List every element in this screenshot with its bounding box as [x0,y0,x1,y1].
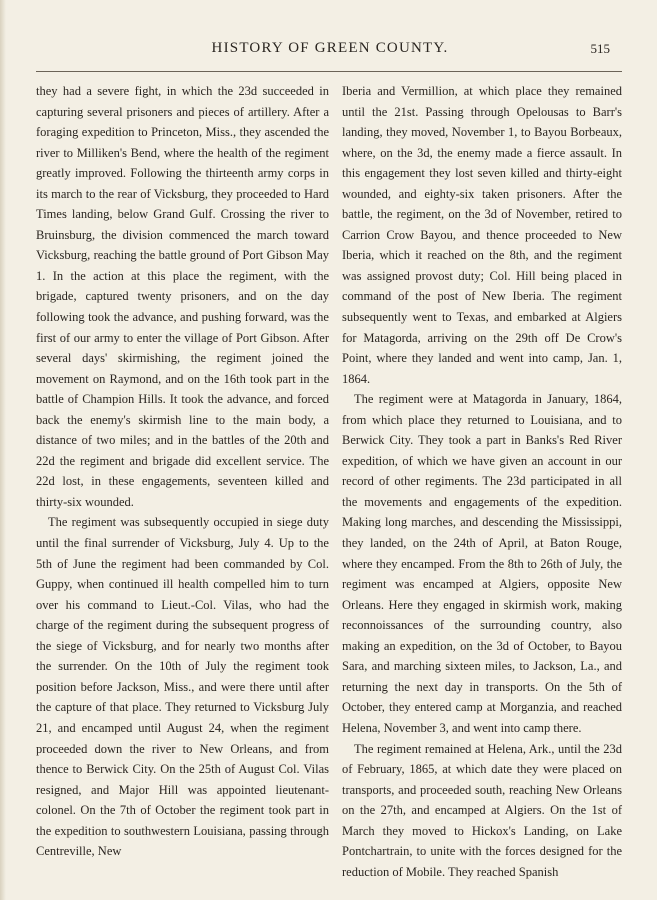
running-header [36,40,624,62]
paragraph: The regiment remained at Helena, Ark., until the 23d of February, 1865, at which date they were placed on transports, and proceeded south, reaching New Orleans on the 27th, and encamped at Algiers. On the 1st of March they moved to Hickox's Landing, on Lake Pontchartrain, to unite with the forces designed for the reduction of Mobile. They reached Spanish [342,741,622,879]
right-column [342,81,622,882]
header-rule [36,71,622,72]
page-number: 515 [590,41,610,56]
header-title: HISTORY OF GREEN COUNTY. [211,40,449,56]
paragraph: The regiment was subsequently occupied in siege duty until the final surrender of Vicksburg, July 4. Up to the 5th of June the regiment had been commanded by Col. Guppy, when continued ill health compelled him to turn over his command to Lieut.-Col. Vilas, who had the charge of the regiment during the subsequent progress of the siege of Vicksburg, and for nearly two months after the surrender. On the 10th of July the regiment took position before Jackson, Miss., and were there until after the capture of that place. They returned to Vicksburg July 21, and encamped until August 24, when the regiment proceeded down the river to New Orleans, and from thence to Berwick City. On the 25th of August Col. Vilas resigned, and Major Hill was appointed lieutenant-colonel. On the 7th of October the regiment took part in the expedition to southwestern Louisiana, passing through Centreville, New [36,515,329,859]
paragraph: Iberia and Vermillion, at which place they remained until the 21st. Passing through Opelousas to Barr's landing, they moved, November 1, to Bayou Borbeaux, where, on the 3d, the enemy made a fierce assault. In this engagement they lost seven killed and thirty-eight wounded, and eighty-six taken prisoners. After the battle, the regiment, on the 3d of November, retired to Carrion Crow Bayou, and thence proceeded to New Iberia, which it reached on the 8th, and the regiment was assigned provost duty; Col. Hill being placed in command of the post of New Iberia. The regiment subsequently went to Texas, and embarked at Algiers for Matagorda, arriving on the 29th off De Crow's Point, where they landed and went into camp, Jan. 1, 1864. [342,84,622,386]
paragraph: they had a severe fight, in which the 23d succeeded in capturing several prisoners and pieces of artillery. After a foraging expedition to Princeton, Miss., they ascended the river to Milliken's Bend, where the health of the regiment greatly improved. Following the thirteenth army corps in its march to the rear of Vicksburg, they proceeded to Hard Times landing, below Grand Gulf. Crossing the river to Bruinsburg, the division commenced the march toward Vicksburg, reaching the battle ground of Port Gibson May 1. In the action at this place the regiment, with the brigade, captured twenty prisoners, and on the day following took the advance, and pushing forward, was the first of our army to enter the village of Port Gibson. After several days' skirmishing, the regiment joined the movement on Raymond, and on the 16th took part in the battle of Champion Hills. It took the advance, and forced back the enemy's skirmish line to the main body, a distance of two miles; and in the battles of the 20th and 22d the regiment and brigade did excellent service. The 22d lost, in these engagements, seventeen killed and thirty-six wounded. [36,84,329,509]
left-column [36,81,329,862]
page-binding-edge [0,0,6,900]
paragraph: The regiment were at Matagorda in January, 1864, from which place they returned to Louisiana, and to Berwick City. They took a part in Banks's Red River expedition, of which we have given an account in our record of other regiments. The 23d participated in all the movements and engagements of the expedition. Making long marches, and descending the Mississippi, they landed, on the 24th of April, at Baton Rouge, where they encamped. From the 8th to 26th of July, the regiment was encamped at Algiers, opposite New Orleans. Here they engaged in skirmish work, making reconnoissances of the surrounding country, also making an expedition, on the 3d of October, to Bayou Sara, and marching sixteen miles, to Jackson, La., and returning the next day in transports. On the 5th of October, they entered camp at Morganzia, and reached Helena, November 3, and went into camp there. [342,392,622,735]
